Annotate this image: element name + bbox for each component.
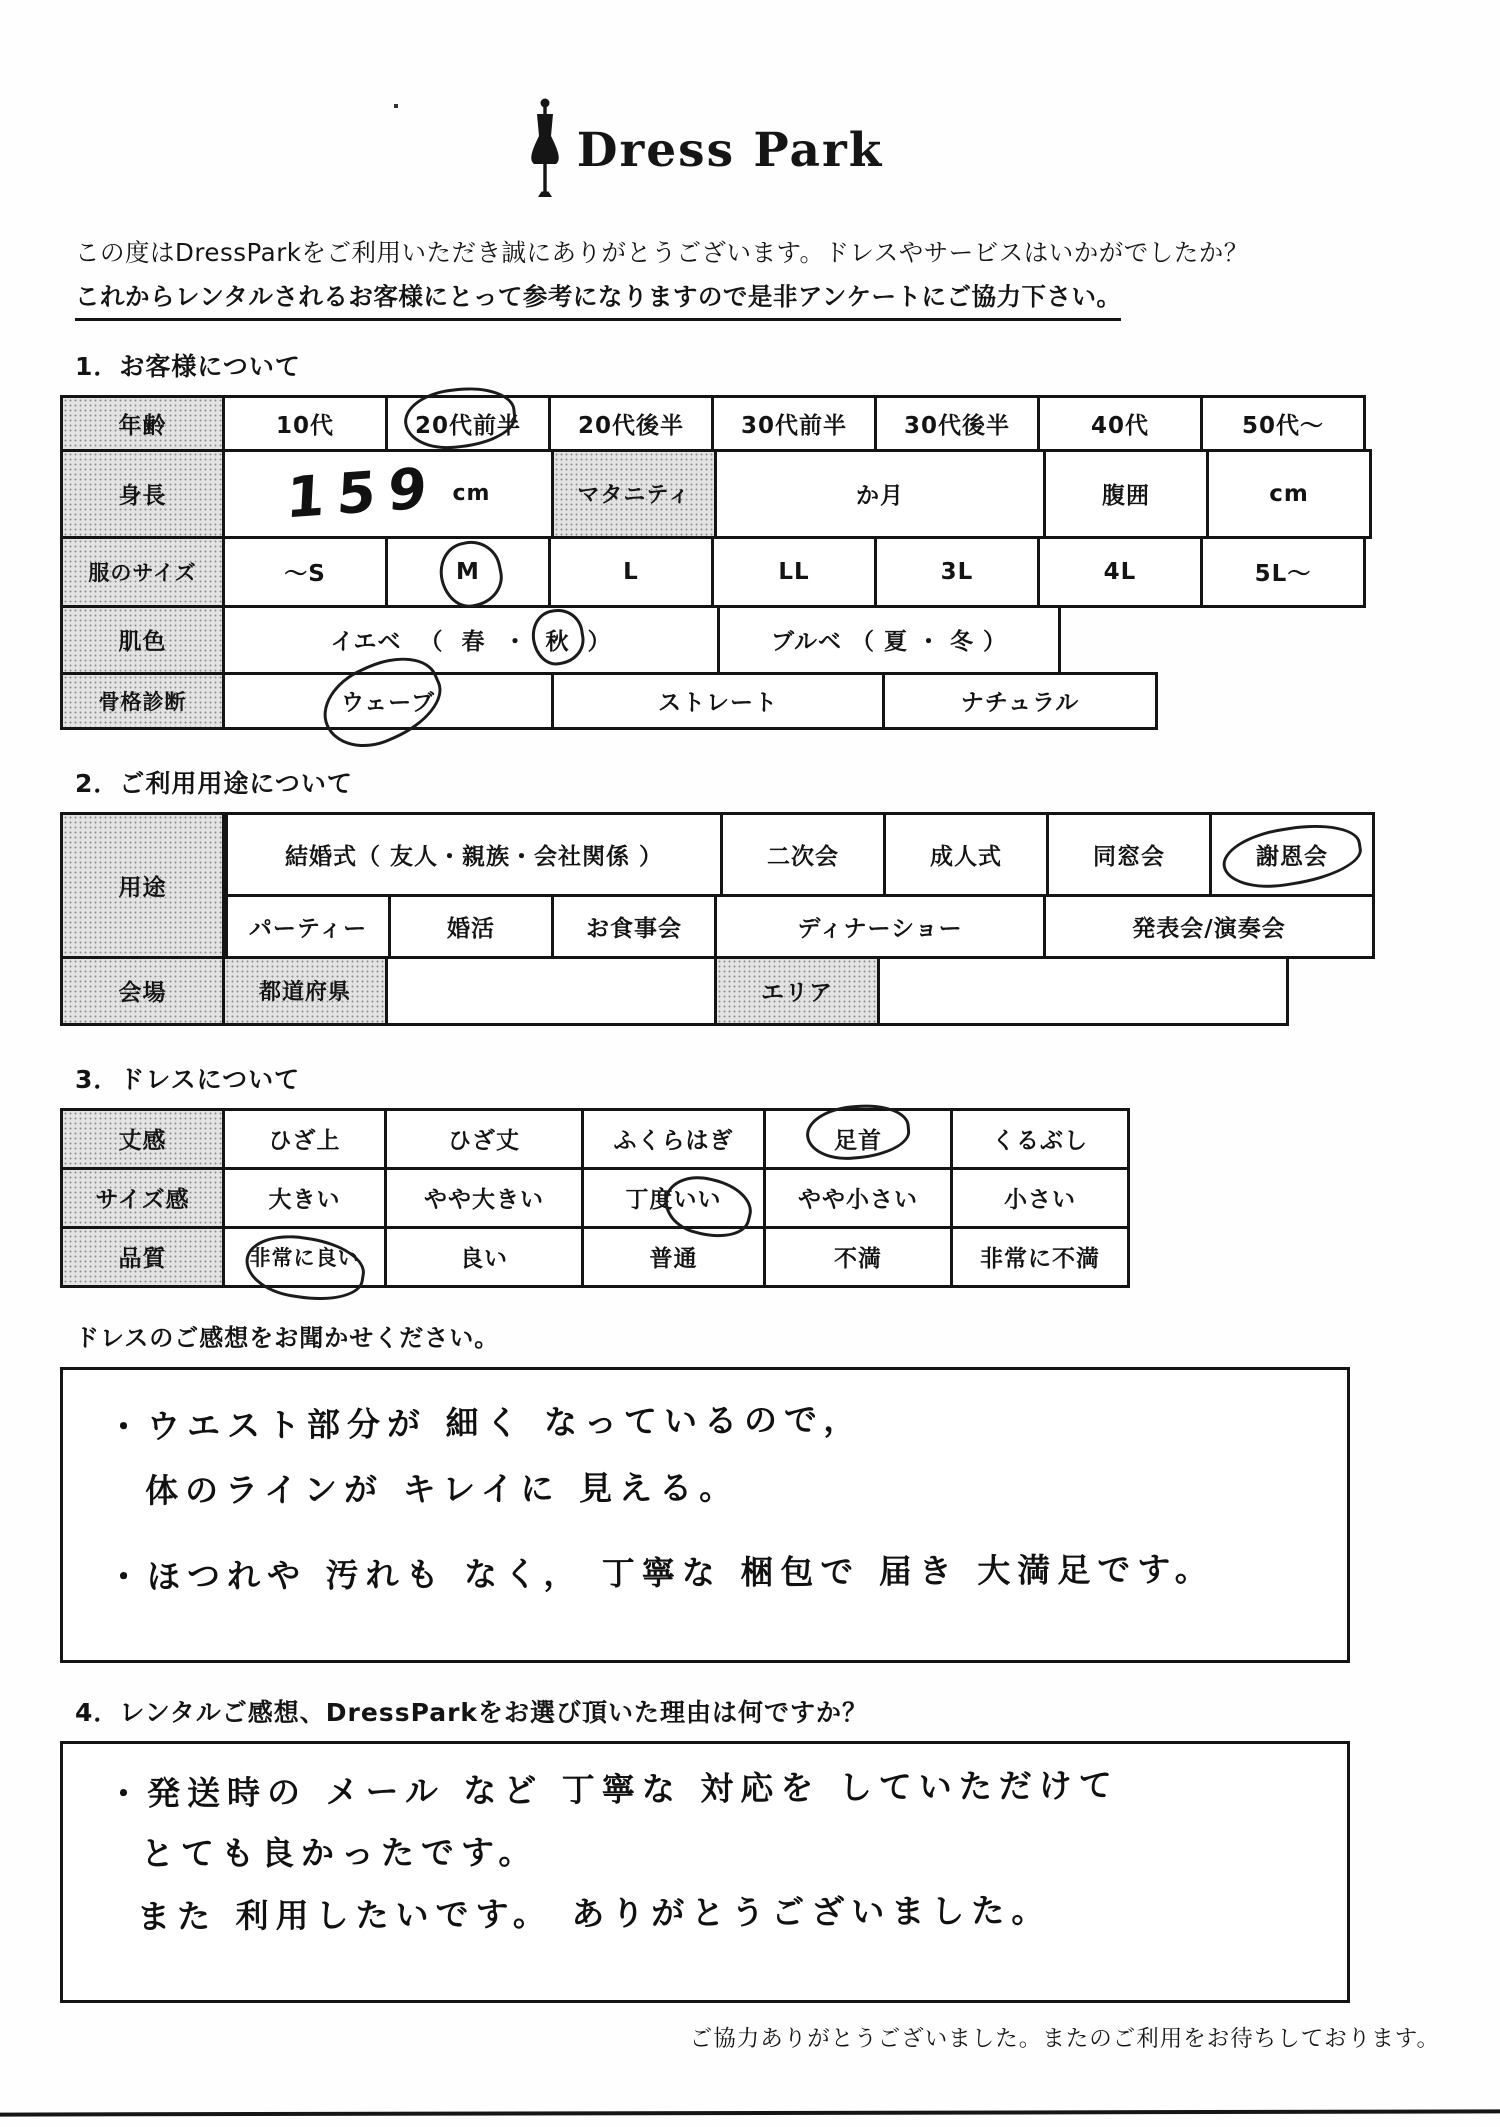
fit-option-bit-small: やや小さい (763, 1167, 953, 1229)
brand-name: Dress Park (576, 122, 884, 178)
size-option-s: ～S (222, 536, 388, 608)
age-option-10s: 10代 (222, 395, 388, 452)
usage-table (60, 812, 1500, 1026)
section-title-customers: 1．お客様について (75, 351, 301, 381)
size-option-4l: 4L (1037, 536, 1203, 608)
waist-unit-cell: cm (1206, 449, 1372, 539)
handwritten-feedback-line-1: ・ウエスト部分が 細く なっているので， (106, 1399, 864, 1447)
age-option-30s-early: 30代前半 (711, 395, 877, 452)
fit-option-just-right-label: 丁度いい (625, 1187, 722, 1214)
length-option-knee: ひざ丈 (384, 1108, 584, 1170)
fit-label: サイズ感 (60, 1167, 225, 1229)
quality-option-very-good (222, 1226, 387, 1288)
usage-option-recital: 発表会/演奏会 (1043, 894, 1375, 959)
height-unit: cm (452, 481, 491, 507)
quality-option-unsatisfied: 不満 (763, 1226, 953, 1288)
size-row (60, 536, 1500, 608)
height-value-cell (222, 449, 554, 539)
skin-autumn-option (546, 623, 570, 656)
maternity-months-cell: か月 (714, 449, 1046, 539)
intro-line-1: この度はDressParkをご利用いただき誠にありがとうございます。ドレスやサービスはいかがでしたか？ (75, 238, 1249, 267)
usage-option-konkatsu: 婚活 (388, 894, 554, 959)
usage-option-afterparty: 二次会 (720, 812, 886, 897)
age-option-20s-early-label: 20代前半 (414, 412, 521, 439)
size-option-l: L (548, 536, 714, 608)
usage-label: 用途 (60, 812, 225, 959)
intro-line-2: これからレンタルされるお客様にとって参考になりますので是非アンケートにご協力下さい。 (75, 278, 1121, 321)
size-option-m-label: M (456, 558, 480, 585)
quality-option-very-unsatisfied: 非常に不満 (950, 1226, 1130, 1288)
skin-blue-base-cell: ブルベ （ 夏 ・ 冬 ） (717, 605, 1061, 675)
size-option-m (385, 536, 551, 608)
handwritten-feedback-line-2: 体のラインが キレイに 見える。 (144, 1467, 740, 1511)
fit-row (60, 1167, 1500, 1229)
usage-option-thanks-party-label: 謝恩会 (1256, 843, 1328, 870)
scan-artifact-line (0, 2109, 1500, 2116)
venue-prefecture-input (385, 956, 717, 1026)
frame-option-natural: ナチュラル (882, 672, 1158, 730)
quality-label: 品質 (60, 1226, 225, 1288)
length-option-calf: ふくらはぎ (581, 1108, 766, 1170)
height-label: 身長 (60, 449, 225, 539)
feedback-answer-box (60, 1367, 1350, 1663)
size-option-ll: LL (711, 536, 877, 608)
fit-option-big: 大きい (222, 1167, 387, 1229)
quality-row (60, 1226, 1500, 1288)
usage-option-coming-of-age: 成人式 (883, 812, 1049, 897)
venue-area-input (877, 956, 1289, 1026)
dress-mannequin-icon (527, 96, 563, 204)
fit-option-bit-big: やや大きい (384, 1167, 584, 1229)
skin-yellow-base-cell (222, 605, 720, 675)
usage-option-thanks-party (1209, 812, 1375, 897)
usage-option-reunion: 同窓会 (1046, 812, 1212, 897)
venue-area-label: エリア (714, 956, 880, 1026)
quality-option-very-good-label: 非常に良い (249, 1245, 360, 1270)
age-option-20s-early (385, 395, 551, 452)
quality-option-normal: 普通 (581, 1226, 766, 1288)
reason-answer-box (60, 1741, 1350, 2003)
skin-row-filler (1058, 605, 1378, 675)
skin-autumn-label: 秋 (545, 629, 570, 656)
length-option-above-knee: ひざ上 (222, 1108, 387, 1170)
usage-options-block (225, 812, 1390, 959)
venue-label: 会場 (60, 956, 225, 1026)
separator-dot: ・ (503, 629, 528, 656)
skin-label: 肌色 (60, 605, 225, 675)
length-row (60, 1108, 1500, 1170)
usage-row-1 (225, 812, 1390, 897)
venue-row (60, 956, 1500, 1026)
handwritten-reason-line-1: ・発送時の メール など 丁寧な 対応を していただけて (106, 1765, 1119, 1814)
footer-thanks-text: ご協力ありがとうございました。またのご利用をお待ちしております。 (689, 2025, 1440, 2052)
frame-label: 骨格診断 (60, 672, 225, 730)
handwritten-height-value: 159 (284, 455, 440, 532)
size-option-5l: 5L～ (1200, 536, 1366, 608)
age-row (60, 395, 1500, 452)
length-label: 丈感 (60, 1108, 225, 1170)
section-title-dress: 3．ドレスについて (75, 1064, 301, 1094)
skin-spring-option: 春 (461, 629, 486, 656)
frame-option-straight: ストレート (551, 672, 885, 730)
dress-table (60, 1108, 1500, 1288)
height-row (60, 449, 1500, 539)
fit-option-just-right (581, 1167, 766, 1229)
fit-option-small: 小さい (950, 1167, 1130, 1229)
usage-option-dinner: お食事会 (551, 894, 717, 959)
age-option-40s: 40代 (1037, 395, 1203, 452)
skin-row (60, 605, 1500, 675)
paren-open: （ (419, 629, 444, 656)
handwritten-reason-line-2: とても良かったです。 (140, 1832, 539, 1873)
maternity-label: マタニティ (551, 449, 717, 539)
feedback-prompt: ドレスのご感想をお聞かせください。 (75, 1323, 500, 1352)
length-option-anklebone: くるぶし (950, 1108, 1130, 1170)
usage-option-dinner-show: ディナーショー (714, 894, 1046, 959)
intro-text (75, 234, 1500, 321)
age-option-30s-late: 30代後半 (874, 395, 1040, 452)
brand-logo (0, 0, 1455, 204)
frame-option-wave-label: ウェーブ (341, 690, 435, 717)
age-label: 年齢 (60, 395, 225, 452)
section-title-usage: 2．ご利用用途について (75, 768, 353, 798)
age-option-20s-late: 20代後半 (548, 395, 714, 452)
length-option-ankle (763, 1108, 953, 1170)
section-title-reason: 4．レンタルご感想、DressParkをお選び頂いた理由は何ですか？ (75, 1697, 869, 1727)
frame-row (60, 672, 1500, 730)
size-option-3l: 3L (874, 536, 1040, 608)
handwritten-feedback-line-3: ・ほつれや 汚れも なく， 丁寧な 梱包で 届き 大満足です。 (106, 1549, 1215, 1597)
usage-option-party: パーティー (225, 894, 391, 959)
scan-speck (394, 104, 398, 108)
customer-table (60, 395, 1500, 730)
age-option-50s: 50代～ (1200, 395, 1366, 452)
size-label: 服のサイズ (60, 536, 225, 608)
venue-prefecture-label: 都道府県 (222, 956, 388, 1026)
usage-option-wedding: 結婚式（ 友人・親族・会社関係 ） (225, 812, 723, 897)
quality-option-good: 良い (384, 1226, 584, 1288)
skin-yellow-label: イエベ (330, 629, 402, 656)
length-option-ankle-label: 足首 (834, 1128, 882, 1155)
frame-row-filler (1155, 672, 1370, 730)
waist-label: 腹囲 (1043, 449, 1209, 539)
usage-merged-rows (60, 812, 1500, 959)
paren-close: ） (587, 629, 612, 656)
usage-row-2 (225, 894, 1390, 959)
handwritten-reason-line-3: また 利用したいです。 ありがとうございました。 (136, 1890, 1052, 1937)
frame-option-wave (222, 672, 554, 730)
